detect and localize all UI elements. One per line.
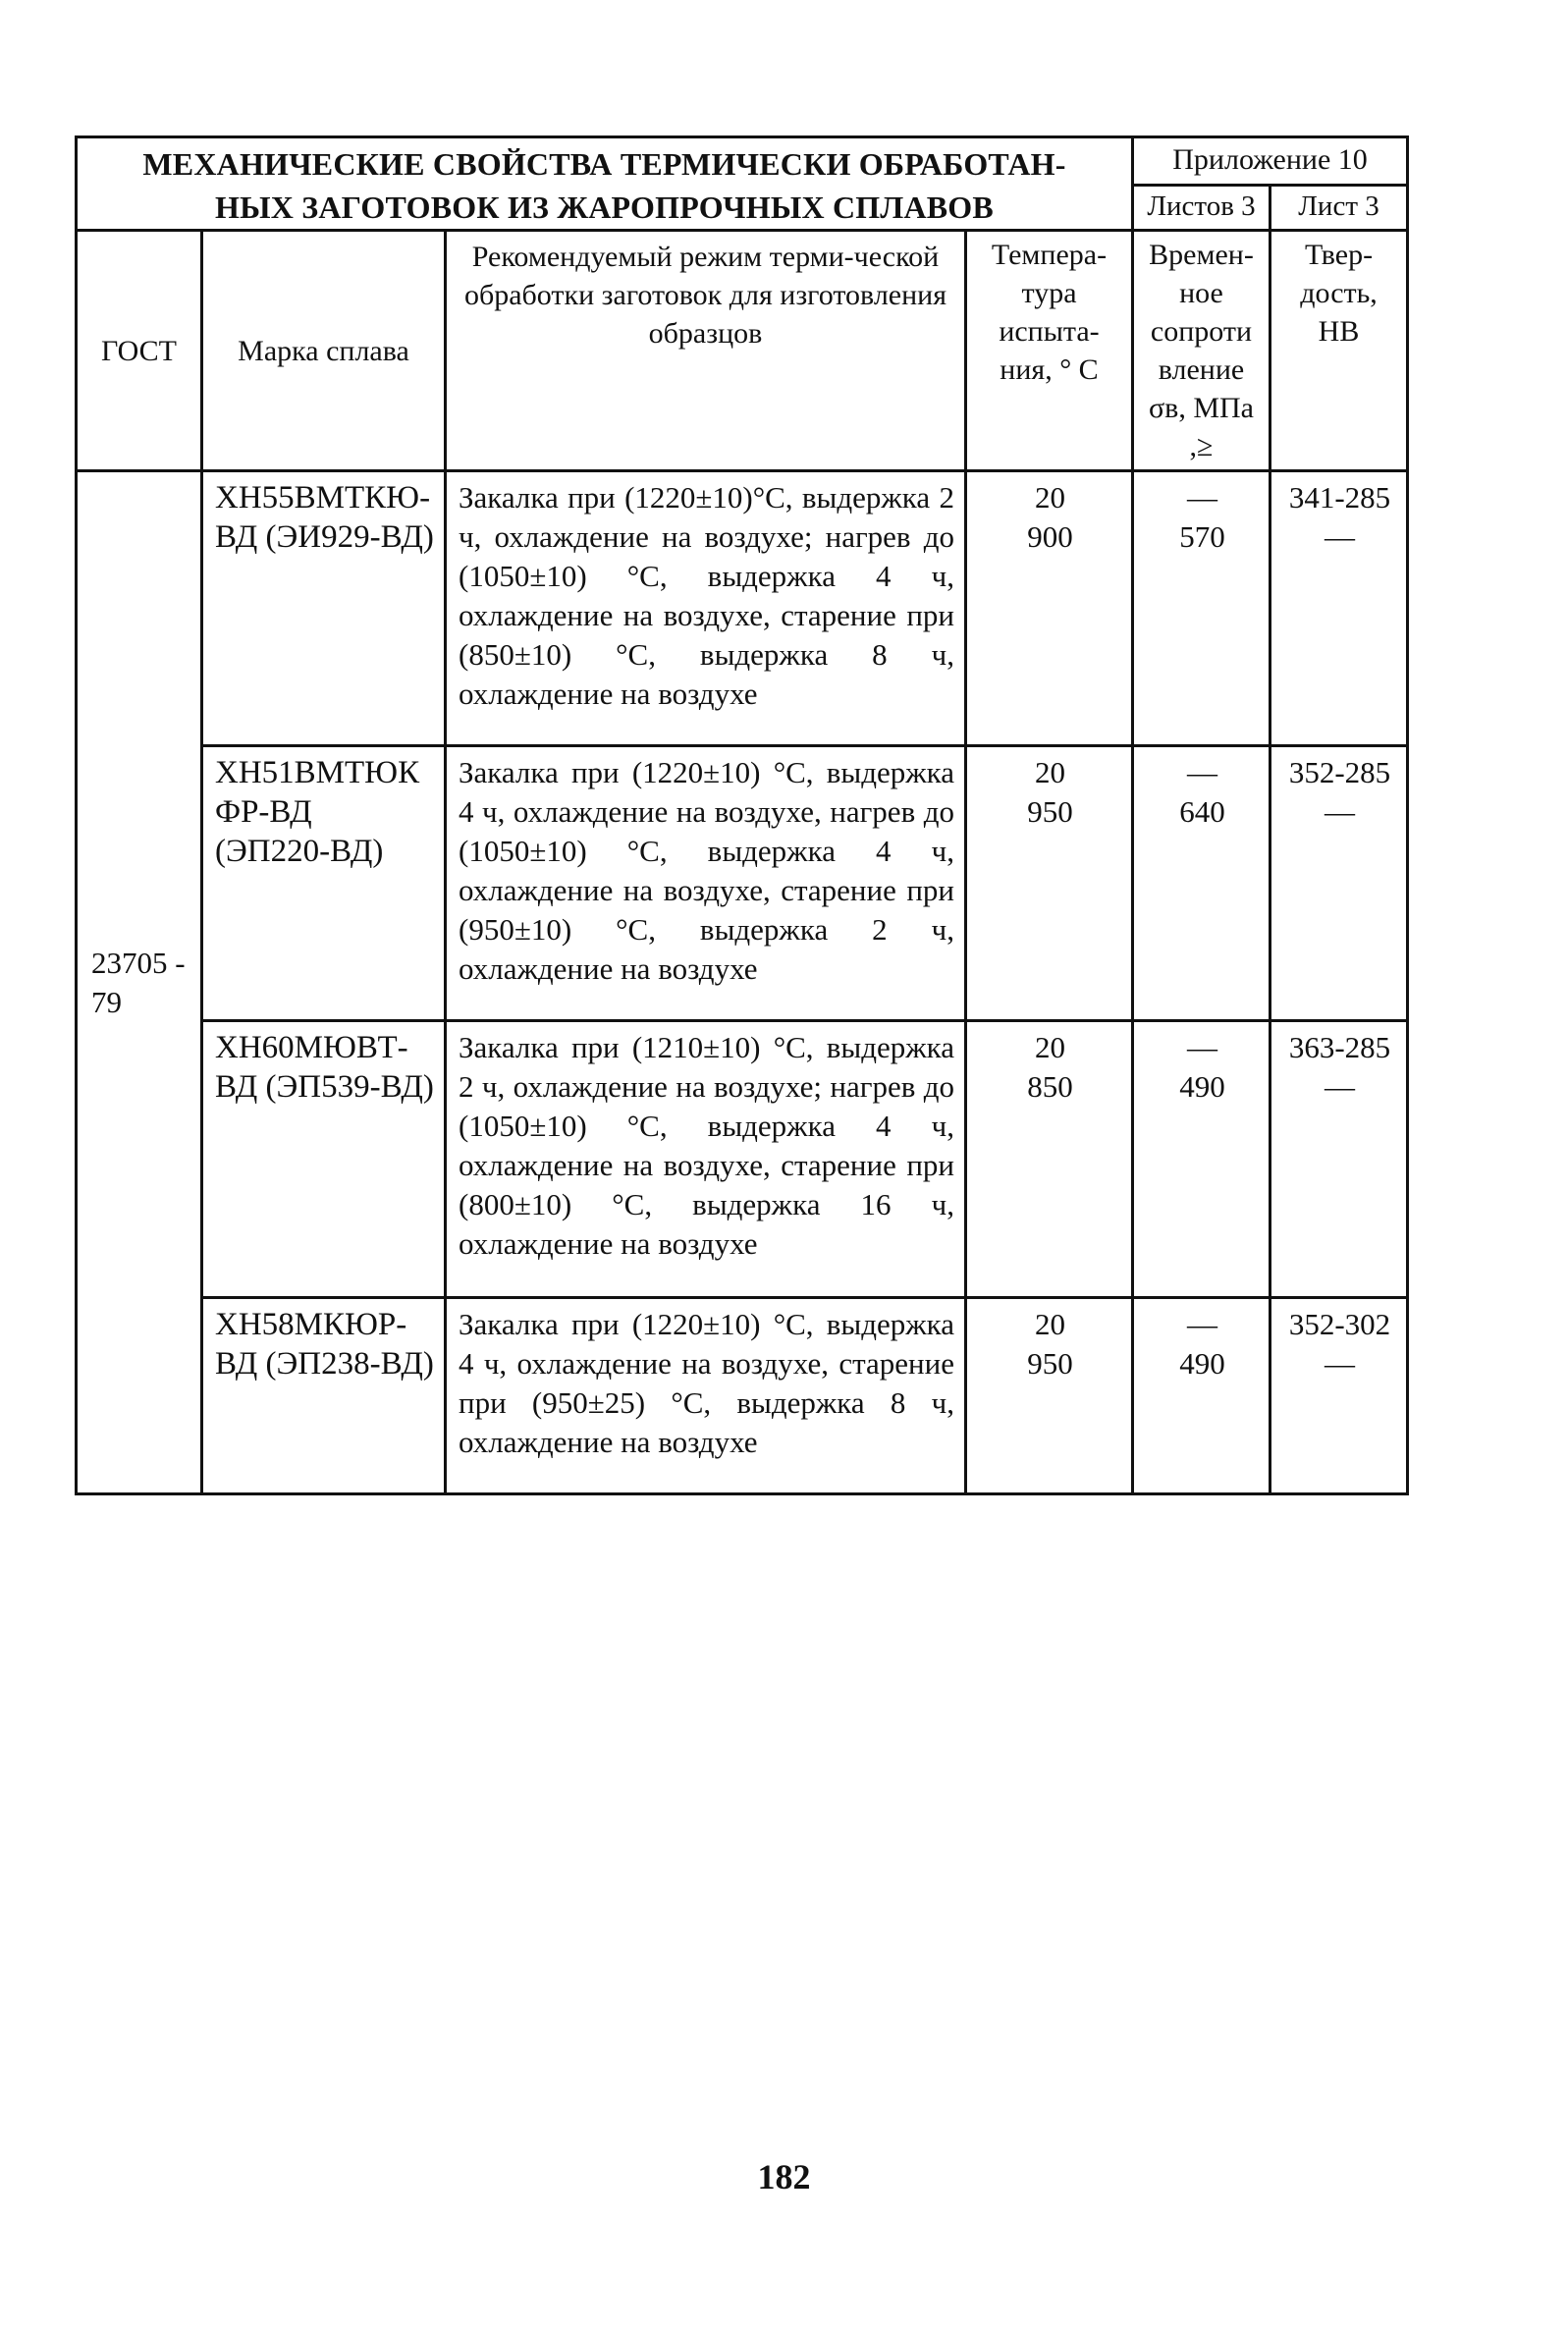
appendix-label: Приложение 10 <box>1133 137 1408 186</box>
title-row <box>77 137 1408 186</box>
heat-treatment-mode: Закалка при (1220±10)°С, выдержка 2 ч, охлаждение на воздухе; нагрев до (1050±10) °С, выдержка 4 ч, охлаждение на воздухе, старение при (850±10) °С, выдержка 8 ч, охлаждение на воздухе <box>446 471 966 746</box>
table-row <box>77 1021 1408 1298</box>
strength-value: 490 <box>1179 1346 1225 1381</box>
gost-value: 23705 - 79 <box>77 471 202 1494</box>
hardness-value: 352-302 <box>1288 1307 1391 1341</box>
tensile-strength <box>1133 471 1271 746</box>
alloy-grade: ХН51ВМТЮК ФР-ВД (ЭП220-ВД) <box>202 746 446 1021</box>
strength-value: 490 <box>1179 1069 1225 1104</box>
col-header-gost: ГОСТ <box>77 231 202 471</box>
hardness-value: — <box>1325 1346 1355 1381</box>
hardness-value: — <box>1325 794 1355 829</box>
page-number: 182 <box>757 2157 811 2196</box>
heat-treatment-mode: Закалка при (1210±10) °С, выдержка 2 ч, охлаждение на воздухе; нагрев до (1050±10) °С, выдержка 4 ч, охлаждение на воздухе, старение при (800±10) °С, выдержка 16 ч, охлаждение на воздухе <box>446 1021 966 1298</box>
heat-treatment-mode: Закалка при (1220±10) °С, выдержка 4 ч, охлаждение на воздухе, старение при (950±25) °С, выдержка 8 ч, охлаждение на воздухе <box>446 1298 966 1494</box>
temperature-value: 20 <box>1035 1030 1065 1064</box>
hardness <box>1271 1021 1408 1298</box>
temperature-value: 950 <box>1027 1346 1073 1381</box>
temperature-value: 850 <box>1027 1069 1073 1104</box>
table-row <box>77 471 1408 746</box>
col-header-strength: Времен-ное сопроти вление σв, МПа ,≥ <box>1133 231 1271 471</box>
title-line-1: МЕХАНИЧЕСКИЕ СВОЙСТВА ТЕРМИЧЕСКИ ОБРАБОТАН- <box>142 146 1066 182</box>
hardness-value: — <box>1325 519 1355 554</box>
strength-value: 570 <box>1179 519 1225 554</box>
hardness-value: 363-285 <box>1288 1030 1391 1064</box>
temperature-value: 20 <box>1035 755 1065 789</box>
alloy-grade: ХН60МЮВТ-ВД (ЭП539-ВД) <box>202 1021 446 1298</box>
temperature-value: 20 <box>1035 480 1065 515</box>
properties-table <box>75 136 1409 1495</box>
table-row <box>77 1298 1408 1494</box>
column-header-row <box>77 231 1408 471</box>
col-header-hardness: Твер-дость, НВ <box>1271 231 1408 471</box>
tensile-strength <box>1133 1021 1271 1298</box>
temperature-value: 950 <box>1027 794 1073 829</box>
test-temperature <box>966 1298 1133 1494</box>
temperature-value: 900 <box>1027 519 1073 554</box>
strength-value: 640 <box>1179 794 1225 829</box>
test-temperature <box>966 746 1133 1021</box>
hardness <box>1271 471 1408 746</box>
document-title <box>77 137 1133 231</box>
heat-treatment-mode: Закалка при (1220±10) °С, выдержка 4 ч, охлаждение на воздухе, нагрев до (1050±10) °С, выдержка 4 ч, охлаждение на воздухе, старение при (950±10) °С, выдержка 2 ч, охлаждение на воздухе <box>446 746 966 1021</box>
hardness <box>1271 746 1408 1021</box>
strength-value: — <box>1187 1030 1217 1064</box>
test-temperature <box>966 471 1133 746</box>
alloy-grade: ХН55ВМТКЮ-ВД (ЭИ929-ВД) <box>202 471 446 746</box>
sheet-current: Лист 3 <box>1271 185 1408 230</box>
hardness-value: — <box>1325 1069 1355 1104</box>
hardness <box>1271 1298 1408 1494</box>
hardness-value: 352-285 <box>1288 755 1391 789</box>
col-header-temperature: Темпера-тура испыта-ния, ° С <box>966 231 1133 471</box>
strength-value: — <box>1187 1307 1217 1341</box>
test-temperature <box>966 1021 1133 1298</box>
sheets-total: Листов 3 <box>1133 185 1271 230</box>
hardness-value: 341-285 <box>1288 480 1391 515</box>
col-header-mode: Рекомендуемый режим терми-ческой обработки заготовок для изготовления образцов <box>446 231 966 471</box>
tensile-strength <box>1133 1298 1271 1494</box>
table-row <box>77 746 1408 1021</box>
temperature-value: 20 <box>1035 1307 1065 1341</box>
strength-value: — <box>1187 755 1217 789</box>
tensile-strength <box>1133 746 1271 1021</box>
col-header-grade: Марка сплава <box>202 231 446 471</box>
alloy-grade: ХН58МКЮР-ВД (ЭП238-ВД) <box>202 1298 446 1494</box>
title-line-2: НЫХ ЗАГОТОВОК ИЗ ЖАРОПРОЧНЫХ СПЛАВОВ <box>215 190 994 225</box>
strength-value: — <box>1187 480 1217 515</box>
